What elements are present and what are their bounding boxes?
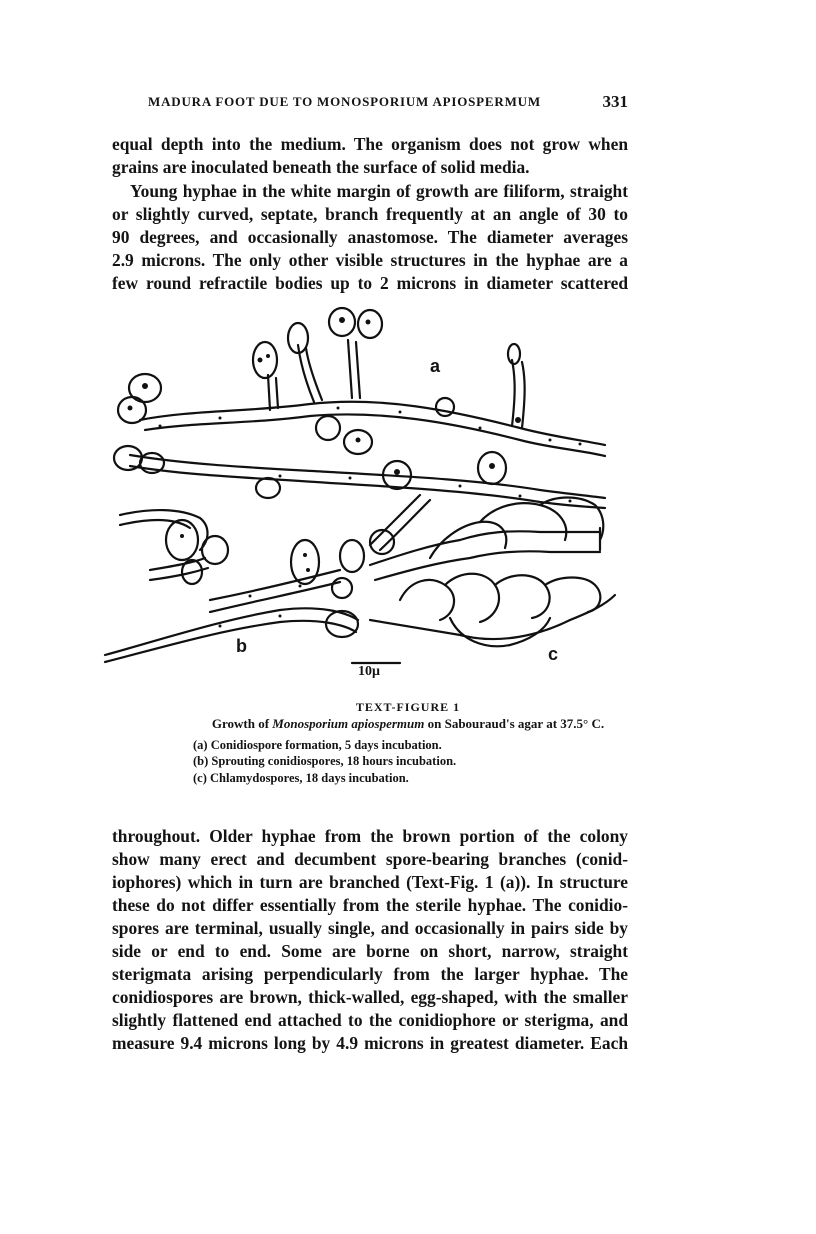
figure-label-b: b <box>236 636 247 656</box>
paragraph-2 <box>112 180 628 295</box>
caption-species: Monosporium apiospermum <box>272 716 425 731</box>
figure-label-a: a <box>430 356 441 376</box>
text-line: conidiospores are brown, thick-walled, egg-shaped, with the smaller <box>112 987 628 1007</box>
scale-bar-label: 10μ <box>358 664 380 679</box>
legend-item: (b) Sprouting conidiospores, 18 hours incubation. <box>193 754 457 769</box>
text-line: iophores) which in turn are branched (Text-Fig. 1 (a)). In structure <box>112 872 628 892</box>
figure-illustration <box>100 300 620 695</box>
figure-label-c: c <box>548 644 559 664</box>
text-line: slightly flattened end attached to the conidiophore or sterigma, and <box>112 1010 628 1030</box>
caption-pre: Growth of <box>211 716 273 731</box>
text-line: grains are inoculated beneath the surface of solid media. <box>112 157 530 177</box>
text-line: show many erect and decumbent spore-bearing branches (conid- <box>112 849 628 869</box>
text-line: side or end to end. Some are borne on short, narrow, straight <box>112 941 628 961</box>
text-line: 90 degrees, and occasionally anastomose. The diameter averages <box>112 227 628 247</box>
running-title: MADURA FOOT DUE TO MONOSPORIUM APIOSPERMUM <box>148 94 541 109</box>
legend-item: (a) Conidiospore formation, 5 days incubation. <box>193 738 442 752</box>
text-line: throughout. Older hyphae from the brown portion of the colony <box>112 826 628 846</box>
text-line: these do not differ essentially from the sterile hyphae. The conidio- <box>112 895 628 915</box>
text-line: equal depth into the medium. The organism does not grow when <box>112 134 628 154</box>
figure-caption <box>0 716 816 732</box>
figure-caption-title: TEXT-FIGURE 1 <box>355 700 461 714</box>
text-line: Young hyphae in the white margin of growth are filiform, straight <box>130 181 628 201</box>
page-number: 331 <box>602 92 628 111</box>
paragraph-3 <box>112 825 628 1055</box>
caption-post: on Sabouraud's agar at 37.5° C. <box>424 716 605 731</box>
paragraph-1 <box>112 133 628 179</box>
text-line: few round refractile bodies up to 2 microns in diameter scattered <box>112 273 628 293</box>
figure-hyphae-drawing <box>100 300 620 695</box>
text-line: 2.9 microns. The only other visible structures in the hyphae are a <box>112 250 628 270</box>
figure-legend <box>193 737 456 786</box>
text-line: sterigmata arising perpendicularly from the larger hyphae. The <box>112 964 628 984</box>
text-line: or slightly curved, septate, branch frequently at an angle of 30 to <box>112 204 628 224</box>
text-line: measure 9.4 microns long by 4.9 microns in greatest diameter. Each <box>112 1033 628 1053</box>
legend-item: (c) Chlamydospores, 18 days incubation. <box>193 770 409 785</box>
text-line: spores are terminal, usually single, and occasionally in pairs side by <box>112 918 628 938</box>
